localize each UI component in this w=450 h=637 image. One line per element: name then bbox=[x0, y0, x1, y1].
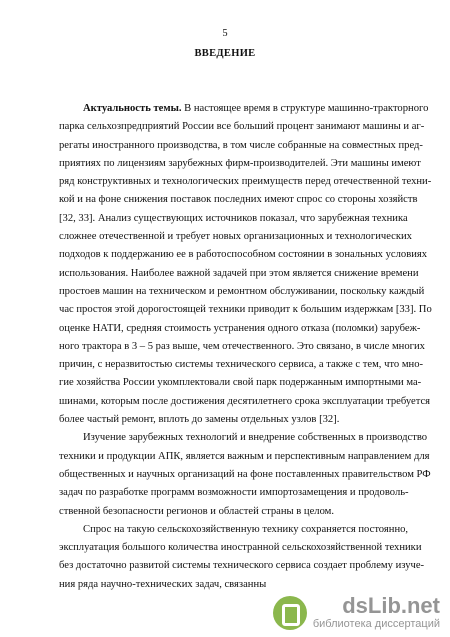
text-line bbox=[59, 301, 432, 319]
line-text: Изучение зарубежных технологий и внедрение собственных в производство bbox=[83, 432, 428, 444]
line-text: ния ряда научно-технических задач, связанны bbox=[59, 578, 267, 590]
text-line bbox=[59, 155, 421, 173]
line-text: использования. Наиболее важной задачей при этом является снижение времени bbox=[59, 267, 419, 279]
text-line bbox=[59, 173, 432, 191]
line-text: простоев машин на техническом и ремонтном обслуживании, поскольку каждый bbox=[59, 285, 425, 297]
line-text: подходов к поддержанию ее в работоспособном состоянии в зональных условиях bbox=[59, 249, 428, 261]
paragraph bbox=[59, 100, 432, 429]
line-text: общественных и научных организаций на фоне поставленных правительством РФ bbox=[59, 468, 431, 480]
text-line bbox=[59, 429, 428, 447]
text-line bbox=[59, 448, 430, 466]
text-line bbox=[59, 521, 409, 539]
text-line bbox=[59, 265, 419, 283]
line-text: [32, 33]. Анализ существующих источников показал, что зарубежная техника bbox=[59, 212, 408, 224]
text-line bbox=[59, 118, 425, 136]
line-text: без достаточно развитой системы технического сервиса создает проблему изуче- bbox=[59, 560, 425, 572]
text-line bbox=[59, 466, 431, 484]
line-text: парка сельхозпредприятий России все больший процент занимают машины и аг- bbox=[59, 121, 425, 133]
text-line bbox=[59, 283, 425, 301]
line-text: гие хозяйства России укомплектовали свой парк подержанным импортными ма- bbox=[59, 377, 422, 389]
text-line bbox=[59, 100, 429, 118]
body-text bbox=[59, 100, 432, 594]
text-line bbox=[59, 356, 424, 374]
text-line bbox=[59, 210, 408, 228]
text-line bbox=[59, 576, 401, 594]
line-text: эксплуатация большого количества иностранной сельскохозяйственной техники bbox=[59, 542, 422, 554]
dslib-logo-icon bbox=[273, 596, 307, 630]
text-line bbox=[59, 539, 422, 557]
line-text: кой и на фоне снижения поставок последних имеют спрос со стороны хозяйств bbox=[59, 194, 418, 206]
line-text: более частый ремонт, вплоть до замены отдельных узлов [32]. bbox=[59, 414, 340, 426]
line-text: ного трактора в 3 – 5 раз выше, чем отечественного. Это связано, в числе многих bbox=[59, 340, 425, 352]
line-text: приятиях по лицензиям зарубежных фирм-производителей. Эти машины имеют bbox=[59, 157, 421, 169]
text-line bbox=[59, 338, 425, 356]
text-line bbox=[59, 191, 418, 209]
line-text: оценке НАТИ, средняя стоимость устранения одного отказа (поломки) зарубеж- bbox=[59, 322, 421, 334]
text-line bbox=[59, 246, 428, 264]
watermark-brand: dsLib.net bbox=[342, 593, 440, 618]
line-text: шинами, которым после достижения десятилетнего срока эксплуатации требуется bbox=[59, 395, 431, 407]
line-text: регаты иностранного производства, в том числе собранные на совместных пред- bbox=[59, 139, 423, 151]
watermark bbox=[273, 594, 440, 631]
text-line bbox=[59, 137, 423, 155]
text-line bbox=[59, 320, 421, 338]
line-text: ряд конструктивных и технологических преимуществ перед отечественной техни- bbox=[59, 176, 432, 188]
paragraph bbox=[59, 521, 425, 594]
bold-lead: Актуальность темы. bbox=[83, 103, 182, 114]
text-line bbox=[59, 374, 422, 392]
line-text: задач по разработке программ возможности импортозамещения и продоволь- bbox=[59, 487, 409, 499]
page-number: 5 bbox=[222, 28, 228, 39]
line-text: причин, с неразвитостью системы технического сервиса, а также с тем, что мно- bbox=[59, 359, 424, 371]
line-text: ственной безопасности регионов и областей страны в целом. bbox=[59, 505, 335, 517]
line-text: техники и продукции АПК, является важным и перспективным направлением для bbox=[59, 450, 430, 462]
text-line bbox=[59, 411, 401, 429]
section-heading: ВВЕДЕНИЕ bbox=[194, 48, 256, 59]
text-line bbox=[59, 393, 431, 411]
text-line bbox=[59, 503, 401, 521]
text-line bbox=[59, 557, 425, 575]
line-text: сложнее отечественной и требует новых организационных и технологических bbox=[59, 231, 412, 243]
line-text: час простоя этой дорогостоящей техники приводит к большим издержкам [33]. По bbox=[59, 304, 432, 316]
watermark-subtitle: библиотека диссертаций bbox=[312, 618, 440, 630]
text-line bbox=[59, 484, 409, 502]
line-text: В настоящее время в структуре машинно-тракторного bbox=[181, 103, 429, 114]
line-text: Спрос на такую сельскохозяйственную технику сохраняется постоянно, bbox=[83, 523, 409, 535]
text-line bbox=[59, 228, 412, 246]
paragraph bbox=[59, 429, 431, 520]
